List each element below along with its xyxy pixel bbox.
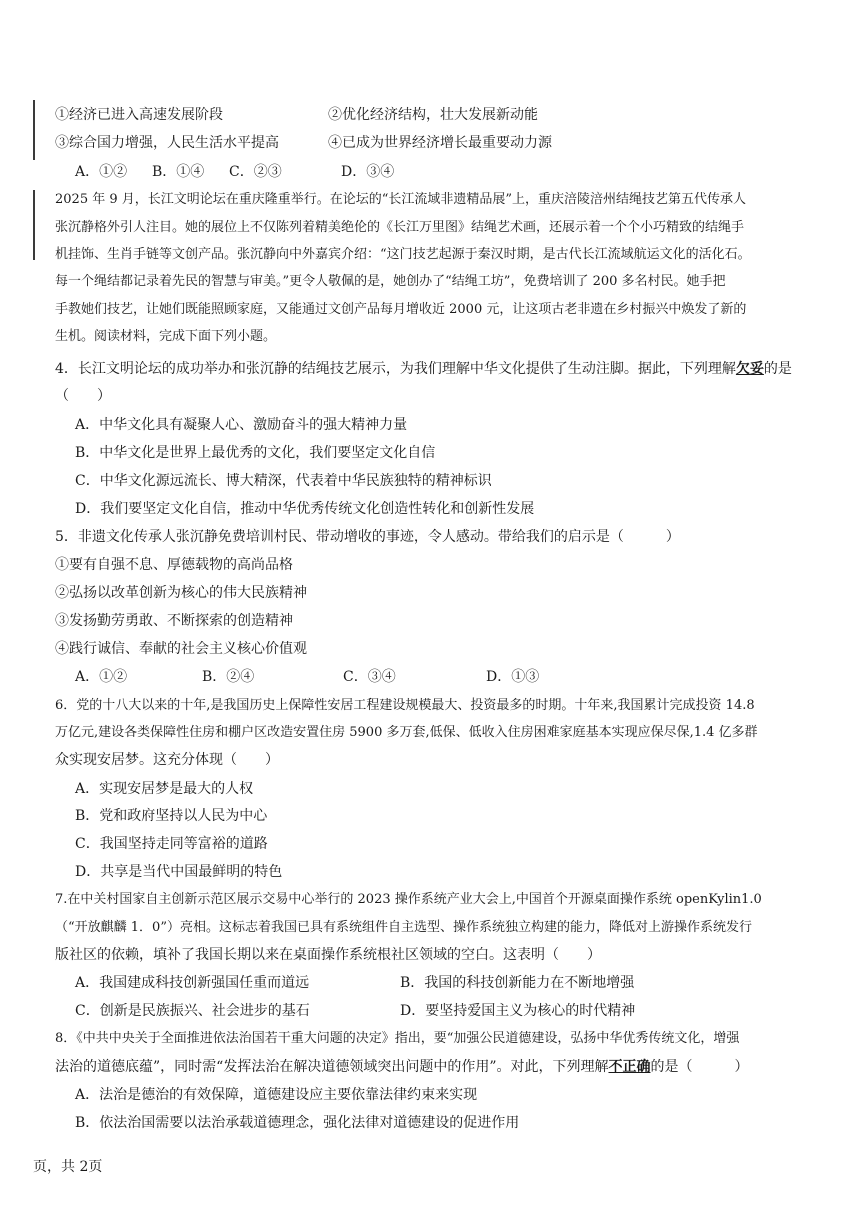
- option-3: ③综合国力增强，人民生活水平提高: [55, 135, 279, 151]
- question-4-stem: [55, 359, 792, 379]
- q5-statement-3: ③发扬勤劳勇敢、不断探索的创造精神: [55, 613, 293, 629]
- option-1: ①经济已进入高速发展阶段: [55, 107, 223, 123]
- question-6-line: 众实现安居梦。这充分体现（ ）: [55, 752, 279, 768]
- stem-text: 的是（ ）: [650, 1059, 749, 1075]
- choice-a: A．①②: [75, 164, 128, 180]
- choice-c: C．②③: [229, 164, 282, 180]
- stem-text: 4．长江文明论坛的成功举办和张沉静的结绳技艺展示，为我们理解中华文化提供了生动注脚。据此，下列理解: [55, 361, 736, 377]
- q5-choice-d: D．①③: [486, 669, 540, 685]
- answer-paren: （ ）: [55, 388, 111, 404]
- question-8-line: 8．《中共中央关于全面推进依法治国若干重大问题的决定》指出，要“加强公民道德建设，弘扬中华优秀传统文化，增强: [55, 1031, 740, 1046]
- material-line: 每一个绳结都记录着先民的智慧与审美。”更令人敬佩的是，她创办了“结绳工坊”，免费培训了 200 多名村民。她手把: [55, 274, 726, 289]
- q4-option-b: B．中华文化是世界上最优秀的文化，我们要坚定文化自信: [75, 445, 436, 461]
- q7-option-b: B．我国的科技创新能力在不断地增强: [400, 975, 635, 991]
- option-2: ②优化经济结构，壮大发展新动能: [328, 107, 538, 123]
- q6-option-b: B．党和政府坚持以人民为中心: [75, 808, 268, 824]
- q7-option-c: C．创新是民族振兴、社会进步的基石: [75, 1003, 310, 1019]
- question-7-line: 版社区的依赖，填补了我国长期以来在桌面操作系统根社区领域的空白。这表明（ ）: [55, 947, 601, 963]
- q8-option-b: B．依法治国需要以法治承载道德理念，强化法律对道德建设的促进作用: [75, 1115, 520, 1131]
- material-line: 2025 年 9 月，长江文明论坛在重庆隆重举行。在论坛的“长江流域非遗精品展”上，重庆涪陵涪州结绳技艺第五代传承人: [55, 192, 747, 207]
- emphasis-text: 欠妥: [735, 361, 764, 377]
- stem-text: 的是: [763, 361, 792, 377]
- q6-option-d: D．共享是当代中国最鲜明的特色: [75, 864, 283, 880]
- q5-choice-b: B．②④: [202, 669, 255, 685]
- choice-b: B．①④: [152, 164, 205, 180]
- q5-statement-1: ①要有自强不息、厚德载物的高尚品格: [55, 557, 293, 573]
- question-7-line: （“开放麒麟 1．0”）亮相。这标志着我国已具有系统组件自主选型、操作系统独立构建的能力，降低对上游操作系统发行: [55, 920, 752, 935]
- question-6-line: 万亿元,建设各类保障性住房和棚户区改造安置住房 5900 多万套,低保、低收入住房困难家庭基本实现应保尽保,1.4 亿多群: [55, 725, 758, 740]
- q4-option-c: C．中华文化源远流长、博大精深，代表着中华民族独特的精神标识: [75, 473, 492, 489]
- emphasis-text: 不正确: [608, 1059, 651, 1075]
- q7-option-d: D．要坚持爱国主义为核心的时代精神: [400, 1003, 636, 1019]
- q5-statement-4: ④践行诚信、奉献的社会主义核心价值观: [55, 641, 307, 657]
- q6-option-a: A．实现安居梦是最大的人权: [75, 781, 254, 797]
- q7-option-a: A．我国建成科技创新强国任重而道远: [75, 975, 310, 991]
- q4-option-a: A．中华文化具有凝聚人心、激励奋斗的强大精神力量: [75, 417, 408, 433]
- q5-choice-a: A．①②: [75, 669, 128, 685]
- question-8-line: [55, 1057, 748, 1077]
- q5-statement-2: ②弘扬以改革创新为核心的伟大民族精神: [55, 585, 307, 601]
- choice-d: D．③④: [341, 164, 395, 180]
- material-line: 张沉静格外引人注目。她的展位上不仅陈列着精美绝伦的《长江万里图》结绳艺术画，还展示着一个个小巧精致的结绳手: [55, 220, 745, 235]
- q4-option-d: D．我们要坚定文化自信，推动中华优秀传统文化创造性转化和创新性发展: [75, 501, 535, 517]
- stem-text: 法治的道德底蕴”，同时需“发挥法治在解决道德领域突出问题中的作用”。对此，下列理解: [55, 1059, 609, 1075]
- material-line: 手教她们技艺，让她们既能照顾家庭，又能通过文创产品每月增收近 2000 元，让这项古老非遗在乡村振兴中焕发了新的: [55, 302, 747, 317]
- question-6-line: 6．党的十八大以来的十年,是我国历史上保障性安居工程建设规模最大、投资最多的时期。十年来,我国累计完成投资 14.8: [55, 698, 755, 713]
- option-4: ④已成为世界经济增长最重要动力源: [328, 135, 552, 151]
- question-7-line: 7.在中关村国家自主创新示范区展示交易中心举行的 2023 操作系统产业大会上,中国首个开源桌面操作系统 openKylin1.0: [55, 892, 762, 907]
- question-5-stem: 5．非遗文化传承人张沉静免费培训村民、带动增收的事迹，令人感动。带给我们的启示是（ ）: [55, 529, 680, 545]
- q8-option-a: A．法治是德治的有效保障，道德建设应主要依靠法律约束来实现: [75, 1087, 478, 1103]
- margin-bar: [33, 190, 35, 260]
- page-footer: 页，共 2页: [33, 1159, 103, 1175]
- margin-bar: [33, 100, 35, 160]
- q5-choice-c: C．③④: [343, 669, 396, 685]
- q6-option-c: C．我国坚持走同等富裕的道路: [75, 836, 268, 852]
- material-line: 机挂饰、生肖手链等文创产品。张沉静向中外嘉宾介绍：“这门技艺起源于秦汉时期，是古代长江流域航运文化的活化石。: [55, 247, 751, 262]
- material-line: 生机。阅读材料，完成下面下列小题。: [55, 329, 277, 344]
